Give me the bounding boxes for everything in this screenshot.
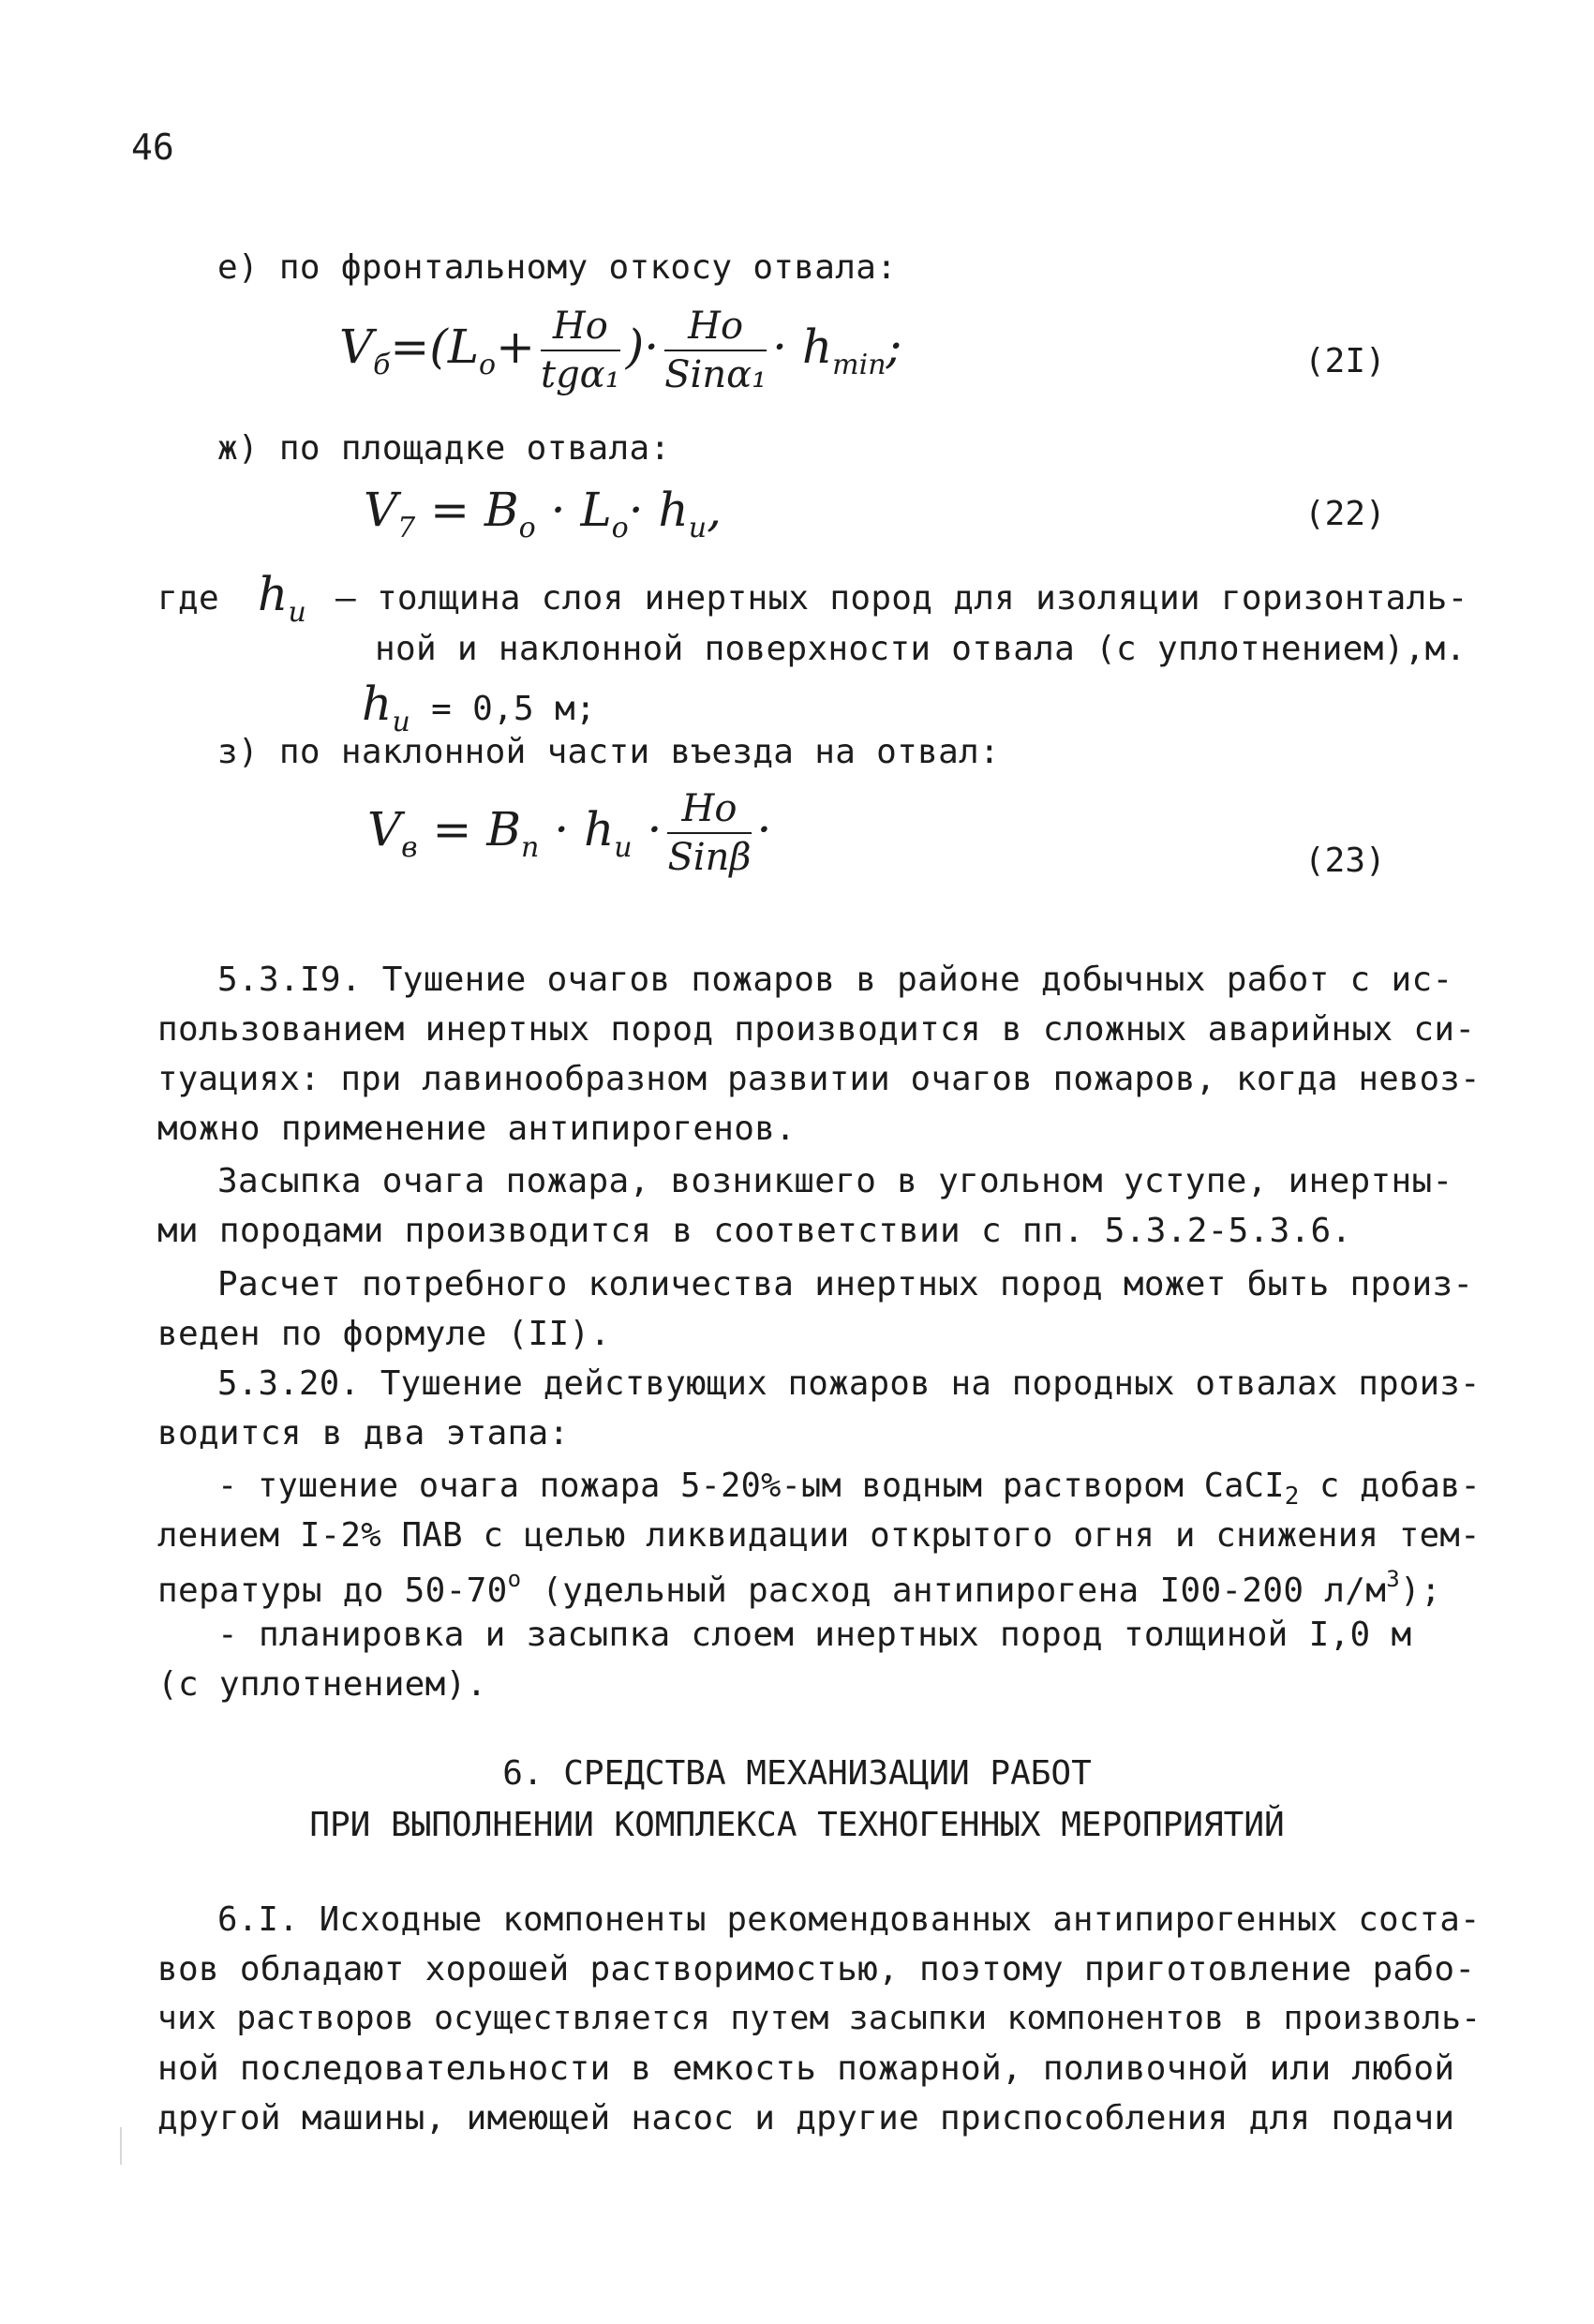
page-number: 46 bbox=[131, 127, 174, 168]
p5319-line-2: пользованием инертных пород производится в сложных аварийных си- bbox=[157, 1010, 1476, 1049]
fraction-ho-tg: $\frac{Ho}{\text{tgα₁}}$ bbox=[541, 305, 620, 396]
p-raschet-line-2: веден по формуле (II). bbox=[157, 1315, 611, 1353]
p61-line-5: другой машины, имеющей насос и другие приспособления для подачи bbox=[157, 2099, 1455, 2138]
p5320-line-1: 5.3.20. Тушение действующих пожаров на породных отвалах произ- bbox=[217, 1364, 1481, 1403]
p5319-line-3: туациях: при лавинообразном развитии очагов пожаров, когда невоз- bbox=[157, 1060, 1481, 1098]
where-definition-line-2: ной и наклонной поверхности отвала (с уплотнением),м. bbox=[375, 630, 1467, 668]
bullet1-line-1: - тушение очага пожара 5-20%-ым водным раствором CaCI$_2$ с добав- bbox=[217, 1467, 1482, 1511]
section-heading-line-2: ПРИ ВЫПОЛНЕНИИ КОМПЛЕКСА ТЕХНОГЕННЫХ МЕРОПРИЯТИЙ bbox=[309, 1806, 1285, 1844]
p61-line-4: ной последовательности в емкость пожарной, поливочной или любой bbox=[157, 2049, 1455, 2088]
item-e-heading: е) по фронтальному откосу отвала: bbox=[217, 248, 898, 287]
item-z-heading: з) по наклонной части въезда на отвал: bbox=[217, 733, 1001, 771]
equation-23: $V_в = B_п \cdot h_u$ · $\frac{Ho}{\text{Sinβ}}$ · bbox=[367, 787, 772, 879]
equation-21-number: (2I) bbox=[1304, 342, 1386, 380]
equation-22-number: (22) bbox=[1304, 495, 1386, 533]
p-zasypka-line-2: ми породами производится в соответствии с пп. 5.3.2-5.3.6. bbox=[157, 1212, 1352, 1250]
p61-line-2: вов обладают хорошей растворимостью, поэтому приготовление рабо- bbox=[157, 1950, 1476, 1989]
p-zasypka-line-1: Засыпка очага пожара, возникшего в угольном уступе, инертны- bbox=[217, 1162, 1453, 1200]
equation-22: $V_7 = B_o \cdot L_o\cdot h_u$, bbox=[364, 483, 722, 544]
fraction-ho-sinb: $\frac{Ho}{\text{Sinβ}}$ bbox=[667, 787, 752, 879]
where-value: $h_u = 0,5$ м; bbox=[362, 677, 596, 738]
bullet2-line-1: - планировка и засыпка слоем инертных пород толщиной I,0 м bbox=[217, 1616, 1412, 1654]
p61-line-3: чих растворов осуществляется путем засыпки компонентов в произволь- bbox=[157, 2000, 1482, 2037]
p5320-line-2: водится в два этапа: bbox=[157, 1414, 570, 1452]
equation-21: $V_б=(L_o+$ $\frac{Ho}{\text{tgα₁}}$ )· $\frac{Ho}{\text{Sinα₁}}$ · $h_{min}$; bbox=[339, 305, 902, 396]
item-zh-heading: ж) по площадке отвала: bbox=[217, 429, 671, 468]
section-heading-line-1: 6. СРЕДСТВА МЕХАНИЗАЦИИ РАБОТ bbox=[502, 1754, 1092, 1793]
equation-23-number: (23) bbox=[1304, 842, 1386, 880]
p61-line-1: 6.I. Исходные компоненты рекомендованных антипирогенных соста- bbox=[217, 1900, 1481, 1939]
bullet2-line-2: (с уплотнением). bbox=[157, 1665, 487, 1704]
fraction-ho-sin: $\frac{Ho}{\text{Sinα₁}}$ bbox=[664, 305, 767, 396]
p5319-line-1: 5.3.I9. Тушение очагов пожаров в районе добычных работ с ис- bbox=[217, 961, 1453, 999]
scan-margin-mark bbox=[120, 2127, 122, 2165]
where-symbol: $h_u$ bbox=[258, 567, 307, 629]
p5319-line-4: можно применение антипирогенов. bbox=[157, 1110, 797, 1148]
where-label: где bbox=[157, 579, 219, 618]
bullet1-line-2: лением I-2% ПАВ с целью ликвидации открытого огня и снижения тем- bbox=[157, 1516, 1481, 1555]
bullet1-line-3: пературы до 50-70$^o$ (удельный расход антипирогена I00-200 $л/м^3$); bbox=[157, 1566, 1441, 1610]
p-raschet-line-1: Расчет потребного количества инертных пород может быть произ- bbox=[217, 1265, 1474, 1304]
where-definition-line-1: – толщина слоя инертных пород для изоляции горизонталь- bbox=[335, 579, 1468, 618]
